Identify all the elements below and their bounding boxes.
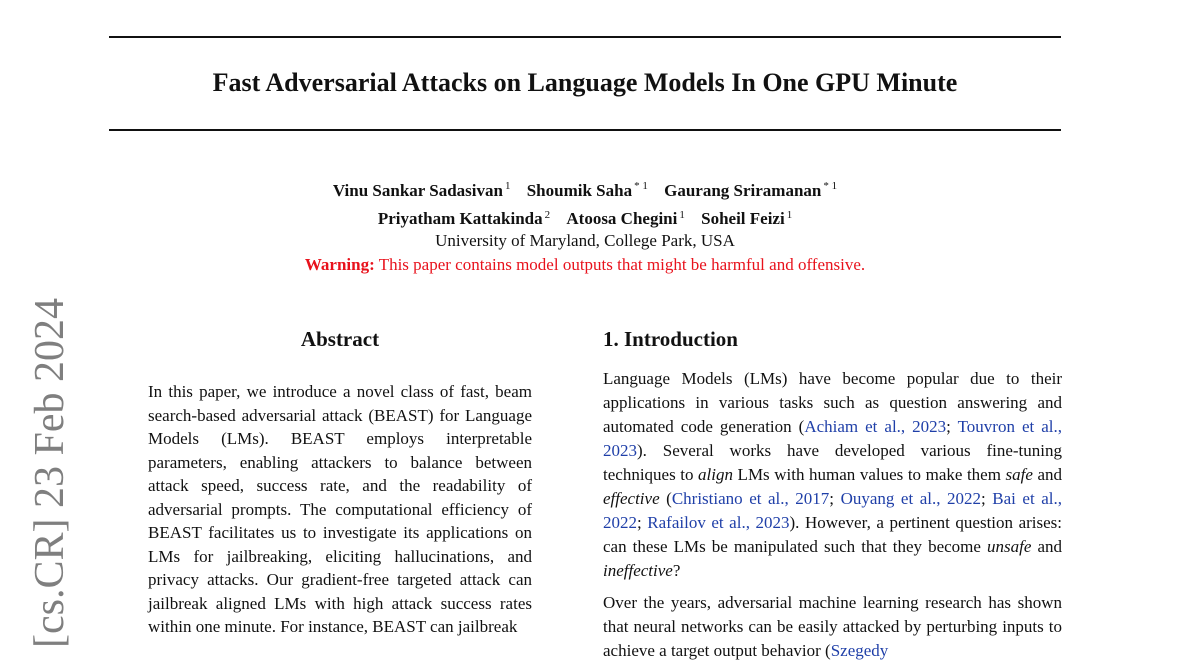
paragraph-text: Language Models (LMs) have become popular due to their applications in various tasks such as question answering and automated code generation ( [603, 369, 1062, 436]
warning-text: This paper contains model outputs that might be harmful and offensive. [378, 255, 866, 274]
content-warning [109, 254, 1061, 276]
arxiv-stamp: [cs.CR] 23 Feb 2024 [27, 298, 73, 648]
paragraph-text: and [1032, 465, 1063, 484]
title-rule-bottom [109, 129, 1061, 131]
citation-link[interactable]: Szegedy [830, 641, 889, 660]
author: Atoosa Chegini $^1$ [566, 208, 685, 229]
warning-label: Warning: [304, 255, 375, 274]
paragraph-text: ( [659, 489, 672, 508]
paragraph-text: ). However, a pertinent question arises: can these LMs be manipulated such that they become [603, 513, 1063, 556]
paragraph-text: Over the years, adversarial machine learning research has shown that neural networks can be easily attacked by perturbing inputs to achieve a target output behavior ( [603, 593, 1062, 660]
abstract-heading: Abstract [300, 327, 380, 351]
author: Gaurang Sriramanan $^{* 1}$ [664, 180, 838, 200]
author: Soheil Feizi $^1$ [701, 208, 793, 229]
paragraph-text: ; [946, 417, 958, 436]
paragraph-text: ; [829, 489, 841, 508]
introduction-heading: 1. Introduction [603, 327, 738, 351]
introduction-paragraph-1 [603, 367, 1062, 583]
citation-link[interactable]: Christiano et al., 2017 [671, 489, 830, 508]
author: Priyatham Kattakinda $^2$ [377, 208, 551, 229]
citation-link[interactable]: Achiam et al., 2023 [804, 417, 947, 436]
paragraph-text: ; [981, 489, 993, 508]
paragraph-text: ; [637, 513, 648, 532]
author: Shoumik Saha $^{* 1}$ [526, 180, 648, 200]
emphasis-text: align [698, 465, 733, 484]
author-line-2 [109, 203, 1061, 232]
author: Vinu Sankar Sadasivan $^1$ [332, 180, 511, 200]
introduction-paragraph-2 [603, 591, 1062, 663]
citation-link[interactable]: Rafailov et al., 2023 [647, 513, 790, 532]
paragraph-text: ? [672, 561, 681, 580]
paragraph-text: LMs with human values to make them [733, 465, 1006, 484]
citation-link[interactable]: Bai et al., 2022 [603, 489, 1062, 532]
author-list [109, 174, 1061, 231]
affiliation: University of Maryland, College Park, USA [435, 231, 735, 250]
paragraph-text: and [1031, 537, 1062, 556]
emphasis-text: unsafe [987, 537, 1032, 556]
emphasis-text: safe [1005, 465, 1033, 484]
emphasis-text: ineffective [603, 561, 673, 580]
citation-link[interactable]: Touvron et al., 2023 [603, 417, 1062, 460]
emphasis-text: effective [603, 489, 660, 508]
title-rule-top [109, 36, 1061, 38]
abstract-body: In this paper, we introduce a novel class of fast, beam search-based adversarial attack (BEAST) for Language Models (LMs). BEAST employs interpretable parameters, enabling attackers to balance between attack speed, success rate, and the readability of adversarial prompts. The computational efficiency of BEAST facilitates us to investigate its applications on LMs for jailbreaking, eliciting hallucinations, and privacy attacks. Our gradient-free targeted attack can jailbreak aligned LMs with high attack success rates within one minute. For instance, BEAST can jailbreak [148, 382, 532, 636]
paragraph-text: ). Several works have developed various fine-tuning techniques to [603, 441, 1062, 484]
citation-link[interactable]: Ouyang et al., 2022 [840, 489, 982, 508]
author-line-1 [109, 174, 1061, 203]
paper-title: Fast Adversarial Attacks on Language Models In One GPU Minute [212, 68, 958, 97]
